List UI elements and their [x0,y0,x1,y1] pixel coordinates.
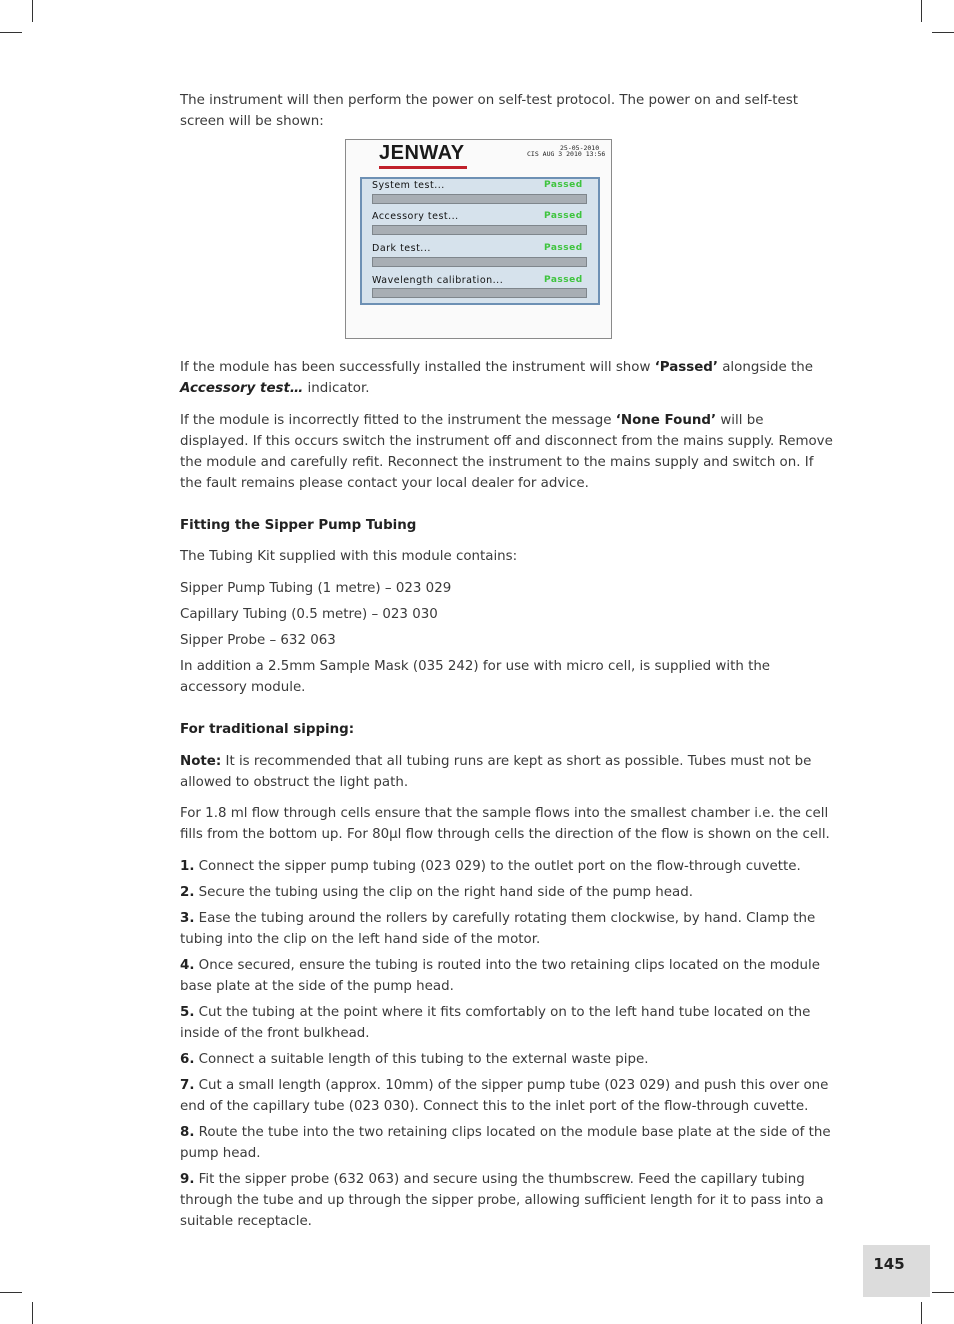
step-number: 2. [180,885,195,900]
brand-logo: JENWAY [379,142,465,164]
test-label-accessory: Accessory test... [372,211,459,222]
step-number: 9. [180,1172,195,1187]
test-progress-bar [372,288,587,298]
section-heading-sipping: For traditional sipping: [180,722,355,737]
crop-mark [0,32,22,33]
step-text: Once secured, ensure the tubing is routed into the two retaining clips located on the module base plate at the side of the pump head. [180,958,820,994]
step-text: Secure the tubing using the clip on the right hand side of the pump head. [194,885,693,900]
step-text: Route the tube into the two retaining clips located on the module base plate at the side of the pump head. [180,1125,831,1161]
test-label-dark: Dark test... [372,243,431,254]
note-label: Note: [180,754,222,769]
self-test-screen-figure [345,139,612,339]
passed-term: ‘Passed’ [654,360,718,375]
crop-mark [921,1302,922,1324]
crop-mark [0,1292,22,1293]
step-number: 1. [180,859,195,874]
failure-text: If the module is incorrectly fitted to the instrument the message [180,413,616,428]
crop-mark [932,1292,954,1293]
step-item [180,882,835,903]
note-text: It is recommended that all tubing runs are kept as short as possible. Tubes must not be allowed to obstruct the light path. [180,754,812,790]
step-text: Connect a suitable length of this tubing to the external waste pipe. [194,1052,649,1067]
step-number: 7. [180,1078,195,1093]
step-number: 3. [180,911,195,926]
failure-paragraph [180,410,835,494]
test-status-dark: Passed [544,243,583,253]
step-item [180,1049,835,1070]
page-number: 145 [873,1255,905,1273]
test-status-wavelength: Passed [544,275,583,285]
kit-item: Sipper Probe – 632 063 [180,633,336,648]
success-text: indicator. [303,381,370,396]
test-label-system: System test... [372,180,445,191]
step-text: Ease the tubing around the rollers by carefully rotating them clockwise, by hand. Clamp the tubing into the clip on the left hand side of the motor. [180,911,816,947]
step-number: 4. [180,958,195,973]
status-date: 25-05-2010 [560,144,600,152]
crop-mark [32,0,33,22]
crop-mark [32,1302,33,1324]
test-status-accessory: Passed [544,211,583,221]
test-status-system: Passed [544,180,583,190]
success-text: If the module has been successfully installed the instrument will show [180,360,655,375]
step-text: Cut a small length (approx. 10mm) of the sipper pump tube (023 029) and push this over one end of the capillary tube (023 030). Connect this to the inlet port of the flow-through cuvette. [180,1078,829,1114]
step-number: 8. [180,1125,195,1140]
note-paragraph [180,751,835,793]
test-progress-bar [372,194,587,204]
step-text: Fit the sipper probe (632 063) and secure using the thumbscrew. Feed the capillary tubing through the tube and up through the sipper probe, allowing sufficient length for it to pass into a suitable receptacle. [180,1172,824,1229]
success-paragraph [180,357,835,399]
section-heading-tubing: Fitting the Sipper Pump Tubing [180,518,417,533]
accessory-term: Accessory test… [180,381,304,396]
test-panel [360,177,600,305]
step-item [180,856,835,877]
step-item [180,955,835,997]
flow-paragraph: For 1.8 ml flow through cells ensure that the sample flows into the smallest chamber i.e. the cell fills from the bottom up. For 80µl flow through cells the direction of the flow is shown on the cell. [180,806,830,842]
step-text: Cut the tubing at the point where it fits comfortably on to the left hand tube located on the inside of the front bulkhead. [180,1005,811,1041]
none-found-term: ‘None Found’ [615,413,717,428]
kit-addition: In addition a 2.5mm Sample Mask (035 242) for use with micro cell, is supplied with the accessory module. [180,659,771,695]
step-number: 6. [180,1052,195,1067]
kit-item: Capillary Tubing (0.5 metre) – 023 030 [180,607,438,622]
step-item [180,908,835,950]
status-time: CIS AUG 3 2010 13:56 [527,150,606,158]
kit-intro: The Tubing Kit supplied with this module contains: [180,549,518,564]
step-item [180,1122,835,1164]
test-progress-bar [372,225,587,235]
brand-underline [379,166,467,169]
crop-mark [932,32,954,33]
crop-mark [921,0,922,22]
step-number: 5. [180,1005,195,1020]
step-text: Connect the sipper pump tubing (023 029) to the outlet port on the flow-through cuvette. [194,859,801,874]
step-item [180,1169,835,1232]
success-text: alongside the [717,360,813,375]
failure-text: will be displayed. If this occurs switch the instrument off and disconnect from the mains supply. Remove the module and carefully refit. Reconnect the instrument to the mains supply and switch on. If the fault remains please contact your local dealer for advice. [180,413,833,491]
test-label-wavelength: Wavelength calibration... [372,275,504,286]
page-number-tab [863,1245,930,1297]
kit-item: Sipper Pump Tubing (1 metre) – 023 029 [180,581,452,596]
step-item [180,1075,835,1117]
test-progress-bar [372,257,587,267]
step-item [180,1002,835,1044]
intro-paragraph: The instrument will then perform the power on self-test protocol. The power on and self-test screen will be shown: [180,93,798,129]
